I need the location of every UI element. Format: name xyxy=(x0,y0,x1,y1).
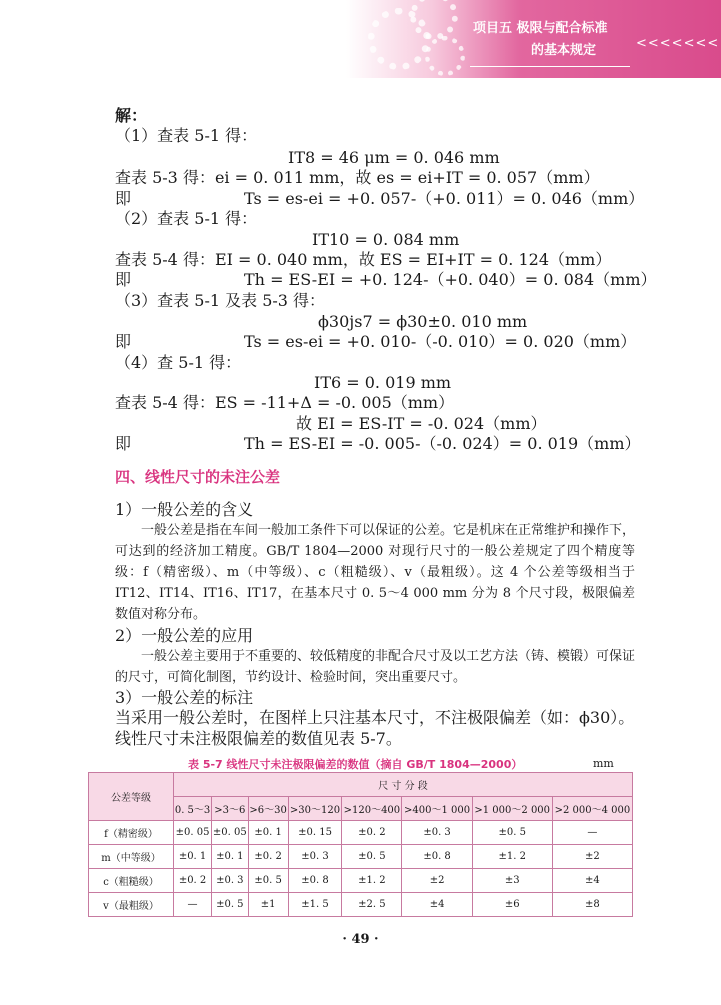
column-header: >2 000～4 000 xyxy=(552,797,632,821)
table-cell: ±0. 15 xyxy=(288,821,342,845)
solution-line: 故 EI = ES-IT = -0. 024（mm） xyxy=(296,414,547,433)
table-cell: ±4 xyxy=(552,869,632,893)
grade-cell: c（粗糙级） xyxy=(89,869,174,893)
solution-line: 查表 5-4 得：EI = 0. 040 mm，故 ES = EI+IT = 0. 124（mm） xyxy=(115,250,612,269)
paragraph: 一般公差主要用于不重要的、较低精度的非配合尺寸及以工艺方法（铸、模锻）可保证的尺寸，可简化制图，节约设计、检验时间，突出重要尺寸。 xyxy=(115,649,636,685)
table-cell: ±1 xyxy=(248,893,288,917)
solution-line: 即 xyxy=(115,332,132,351)
solution-line: （3）查表 5-1 及表 5-3 得： xyxy=(115,291,326,310)
grade-header: 公差等级 xyxy=(89,773,174,821)
column-header: >1 000～2 000 xyxy=(472,797,552,821)
solution-label: 解： xyxy=(115,106,148,125)
solution-line: （2）查表 5-1 得： xyxy=(115,209,258,228)
table-unit: mm xyxy=(593,757,614,770)
solution-line: Th = ES-EI = -0. 005-（-0. 024）= 0. 019（mm） xyxy=(244,434,641,453)
column-header: >30～120 xyxy=(288,797,342,821)
table-cell: ±2 xyxy=(402,869,472,893)
column-header: 0. 5～3 xyxy=(174,797,212,821)
solution-line: （4）查 5-1 得： xyxy=(115,353,242,372)
table-cell: ±0. 3 xyxy=(402,821,472,845)
table-cell: — xyxy=(174,893,212,917)
table-cell: ±0. 8 xyxy=(402,845,472,869)
table-cell: ±0. 2 xyxy=(248,845,288,869)
solution-line: 查表 5-3 得：ei = 0. 011 mm，故 es = ei+IT = 0. 057（mm） xyxy=(115,168,600,187)
table-cell: ±0. 2 xyxy=(174,869,212,893)
size-header: 尺 寸 分 段 xyxy=(174,773,633,797)
table-cell: — xyxy=(552,821,632,845)
solution-line: 即 xyxy=(115,189,132,208)
table-cell: ±0. 3 xyxy=(212,869,248,893)
table-caption: 表 5-7 线性尺寸未注极限偏差的数值（摘自 GB/T 1804—2000） xyxy=(188,758,523,771)
table-cell: ±2. 5 xyxy=(342,893,402,917)
header-divider xyxy=(470,66,630,67)
chapter-title-line2: 的基本规定 xyxy=(531,43,597,58)
table-cell: ±0. 05 xyxy=(212,821,248,845)
table-cell: ±0. 1 xyxy=(212,845,248,869)
solution-line: 即 xyxy=(115,434,132,453)
paragraph: 一般公差是指在车间一般加工条件下可以保证的公差。它是机床在正常维护和操作下，可达到的经济加工精度。GB/T 1804—2000 对现行尺寸的一般公差规定了四个精度等级：f（精密级）、m（中等级）、c（粗糙级）、v（最粗级）。这 4 个公差等级相当于IT12、IT14、IT16、IT17，在基本尺寸 0. 5～4 000 mm 分为 8 个尺寸段，极限偏差数值对称分布。 xyxy=(115,523,636,622)
column-header: >400～1 000 xyxy=(402,797,472,821)
column-header: >6～30 xyxy=(248,797,288,821)
column-header: >3～6 xyxy=(212,797,248,821)
tolerance-table xyxy=(88,772,633,917)
solution-line: IT8 = 46 μm = 0. 046 mm xyxy=(288,148,500,167)
solution-line: IT6 = 0. 019 mm xyxy=(314,373,452,392)
table-row xyxy=(89,845,633,869)
solution-line: ϕ30js7 = ϕ30±0. 010 mm xyxy=(318,312,528,331)
solution-line: （1）查表 5-1 得： xyxy=(115,126,258,145)
solution-line: Ts = es-ei = +0. 057-（+0. 011）= 0. 046（mm） xyxy=(244,189,645,208)
solution-line: IT10 = 0. 084 mm xyxy=(312,230,460,249)
subsection-title: 3）一般公差的标注 xyxy=(115,688,254,707)
grade-cell: f（精密级） xyxy=(89,821,174,845)
grade-cell: v（最粗级） xyxy=(89,893,174,917)
table-cell: ±0. 3 xyxy=(288,845,342,869)
table-cell: ±0. 5 xyxy=(248,869,288,893)
table-cell: ±3 xyxy=(472,869,552,893)
table-cell: ±1. 2 xyxy=(342,869,402,893)
table-cell: ±4 xyxy=(402,893,472,917)
table-cell: ±0. 5 xyxy=(342,845,402,869)
page-header-banner xyxy=(0,0,721,78)
table-cell: ±0. 1 xyxy=(174,845,212,869)
table-header-row xyxy=(89,773,633,797)
subsection-title: 1）一般公差的含义 xyxy=(115,500,254,519)
table-cell: ±6 xyxy=(472,893,552,917)
table-cell: ±0. 1 xyxy=(248,821,288,845)
table-cell: ±1. 2 xyxy=(472,845,552,869)
paragraph: 当采用一般公差时，在图样上只注基本尺寸，不注极限偏差（如：ϕ30）。 xyxy=(115,708,635,727)
solution-line: Ts = es-ei = +0. 010-（-0. 010）= 0. 020（mm） xyxy=(244,332,637,351)
solution-line: 查表 5-4 得：ES = -11+Δ = -0. 005（mm） xyxy=(115,393,455,412)
table-cell: ±0. 8 xyxy=(288,869,342,893)
chapter-title xyxy=(473,18,643,62)
gear-icon xyxy=(410,0,458,40)
gear-icon xyxy=(425,36,465,76)
table-cell: ±1. 5 xyxy=(288,893,342,917)
page-number: · 49 · xyxy=(342,932,379,947)
table-cell: ±0. 5 xyxy=(472,821,552,845)
solution-line: 即 xyxy=(115,270,132,289)
table-row xyxy=(89,869,633,893)
paragraph: 线性尺寸未注极限偏差的数值见表 5-7。 xyxy=(115,729,402,748)
table-cell: ±8 xyxy=(552,893,632,917)
subsection-title: 2）一般公差的应用 xyxy=(115,626,254,645)
chevron-left-icon: <<<<<<< xyxy=(636,36,720,51)
table-cell: ±0. 2 xyxy=(342,821,402,845)
section-heading: 四、线性尺寸的未注公差 xyxy=(115,468,281,486)
solution-line: Th = ES-EI = +0. 124-（+0. 040）= 0. 084（mm） xyxy=(244,270,657,289)
table-row xyxy=(89,821,633,845)
table-cell: ±0. 5 xyxy=(212,893,248,917)
column-header: >120～400 xyxy=(342,797,402,821)
table-cell: ±2 xyxy=(552,845,632,869)
grade-cell: m（中等级） xyxy=(89,845,174,869)
table-cell: ±0. 05 xyxy=(174,821,212,845)
chapter-title-line1: 项目五 极限与配合标准 xyxy=(473,21,608,36)
table-row xyxy=(89,893,633,917)
